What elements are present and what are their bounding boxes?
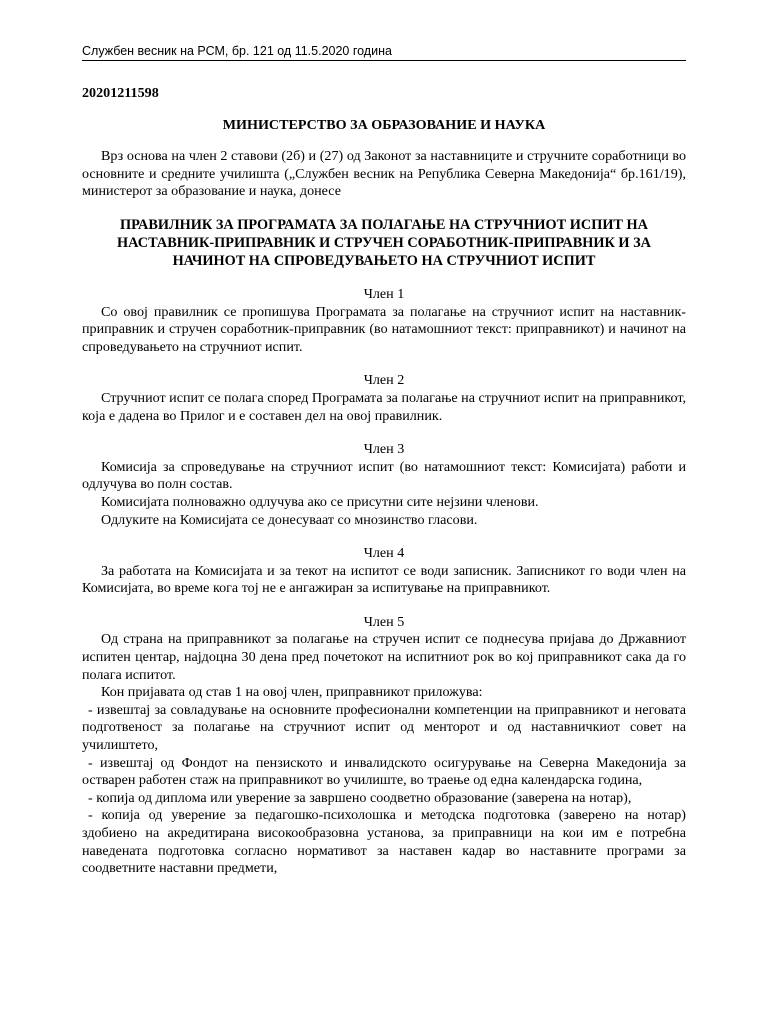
title-line: НАЧИНОТ НА СПРОВЕДУВАЊЕТО НА СТРУЧНИОТ ИСПИТ — [172, 252, 596, 269]
article-paragraph: Одлуките на Комисијата се донесуваат со мнозинство гласови. — [101, 511, 478, 528]
article-heading: Член 4 — [363, 545, 405, 562]
ministry-name: МИНИСТЕРСТВО ЗА ОБРАЗОВАНИЕ И НАУКА — [222, 116, 546, 133]
preamble: Врз основа на член 2 ставови (2б) и (27) од Законот за наставниците и стручните соработници во основните и средните училишта („Службен весник на Република Северна Македонија“ бр.161/19), министерот за образование и наука, донесе — [82, 148, 686, 200]
article-2 — [82, 372, 686, 425]
article-heading: Член 2 — [363, 372, 405, 389]
article-heading: Член 5 — [363, 613, 405, 630]
article-paragraph: Од страна на приправникот за полагање на стручен испит се поднесува пријава до Државниот испитен центар, најдоцна 30 дена пред почетокот на испитниот рок во кој приправникот сака да го полага испитот. — [82, 631, 686, 683]
article-3 — [82, 441, 686, 529]
article-heading: Член 1 — [363, 285, 405, 302]
document-body — [82, 85, 686, 878]
attachment-list-item: - копија од уверение за педагошко-психолошка и методска подготовка (заверено на нотар) здобиено на акредитирана високообразовна установа, за приправници на кои им е потребна наведената подготовка согласно нормативот за наставен кадар во наставните програми за соодветните наставни предмети, — [82, 807, 686, 877]
article-4 — [82, 545, 686, 598]
document-number: 20201211598 — [82, 85, 159, 101]
attachment-list-item: - извештај од Фондот на пензиското и инвалидското осигурување на Северна Македонија за остварен работен стаж на приправникот во училиште, во траење од една календарска година, — [82, 754, 686, 789]
article-paragraph: Комисија за спроведување на стручниот испит (во натамошниот текст: Комисијата) работи и одлучува во полн состав. — [82, 458, 686, 493]
article-paragraph: Со овој правилник се пропишува Програмата за полагање на стручниот испит на наставник-приправник и стручен соработник-приправник (во натамошниот текст: приправникот) и начинот на спроведувањето на стручниот испит. — [82, 303, 686, 355]
article-paragraph: Кон пријавата од став 1 на овој член, приправникот приложува: — [101, 684, 483, 701]
article-heading: Член 3 — [363, 441, 405, 458]
article-paragraph: Комисијата полноважно одлучува ако се присутни сите нејзини членови. — [101, 493, 539, 510]
gazette-header: Службен весник на РСМ, бр. 121 од 11.5.2020 година — [82, 44, 392, 58]
attachment-list-item: - копија од диплома или уверение за завршено соодветно образование (заверена на нотар), — [88, 789, 632, 806]
attachment-list-item: - извештај за совладување на основните професионални компетенции на приправникот и неговата подготвеност за полагање на стручниот испит од менторот и од наставничкиот совет на училиштето, — [82, 701, 686, 754]
title-line: ПРАВИЛНИК ЗА ПРОГРАМАТА ЗА ПОЛАГАЊЕ НА СТРУЧНИОТ ИСПИТ НА — [120, 216, 648, 233]
header-divider — [82, 60, 686, 61]
title-line: НАСТАВНИК-ПРИПРАВНИК И СТРУЧЕН СОРАБОТНИК-ПРИПРАВНИК И ЗА — [117, 234, 651, 251]
article-5 — [82, 614, 686, 878]
article-paragraph: Стручниот испит се полага според Програмата за полагање на стручниот испит на приправникот, која е дадена во Прилог и е составен дел на овој правилник. — [82, 389, 686, 424]
article-paragraph: За работата на Комисијата и за текот на испитот се води записник. Записникот го води член на Комисијата, во време кога тој не е ангажиран за испитување на приправникот. — [82, 562, 686, 597]
regulation-title — [82, 216, 686, 270]
article-1 — [82, 286, 686, 356]
